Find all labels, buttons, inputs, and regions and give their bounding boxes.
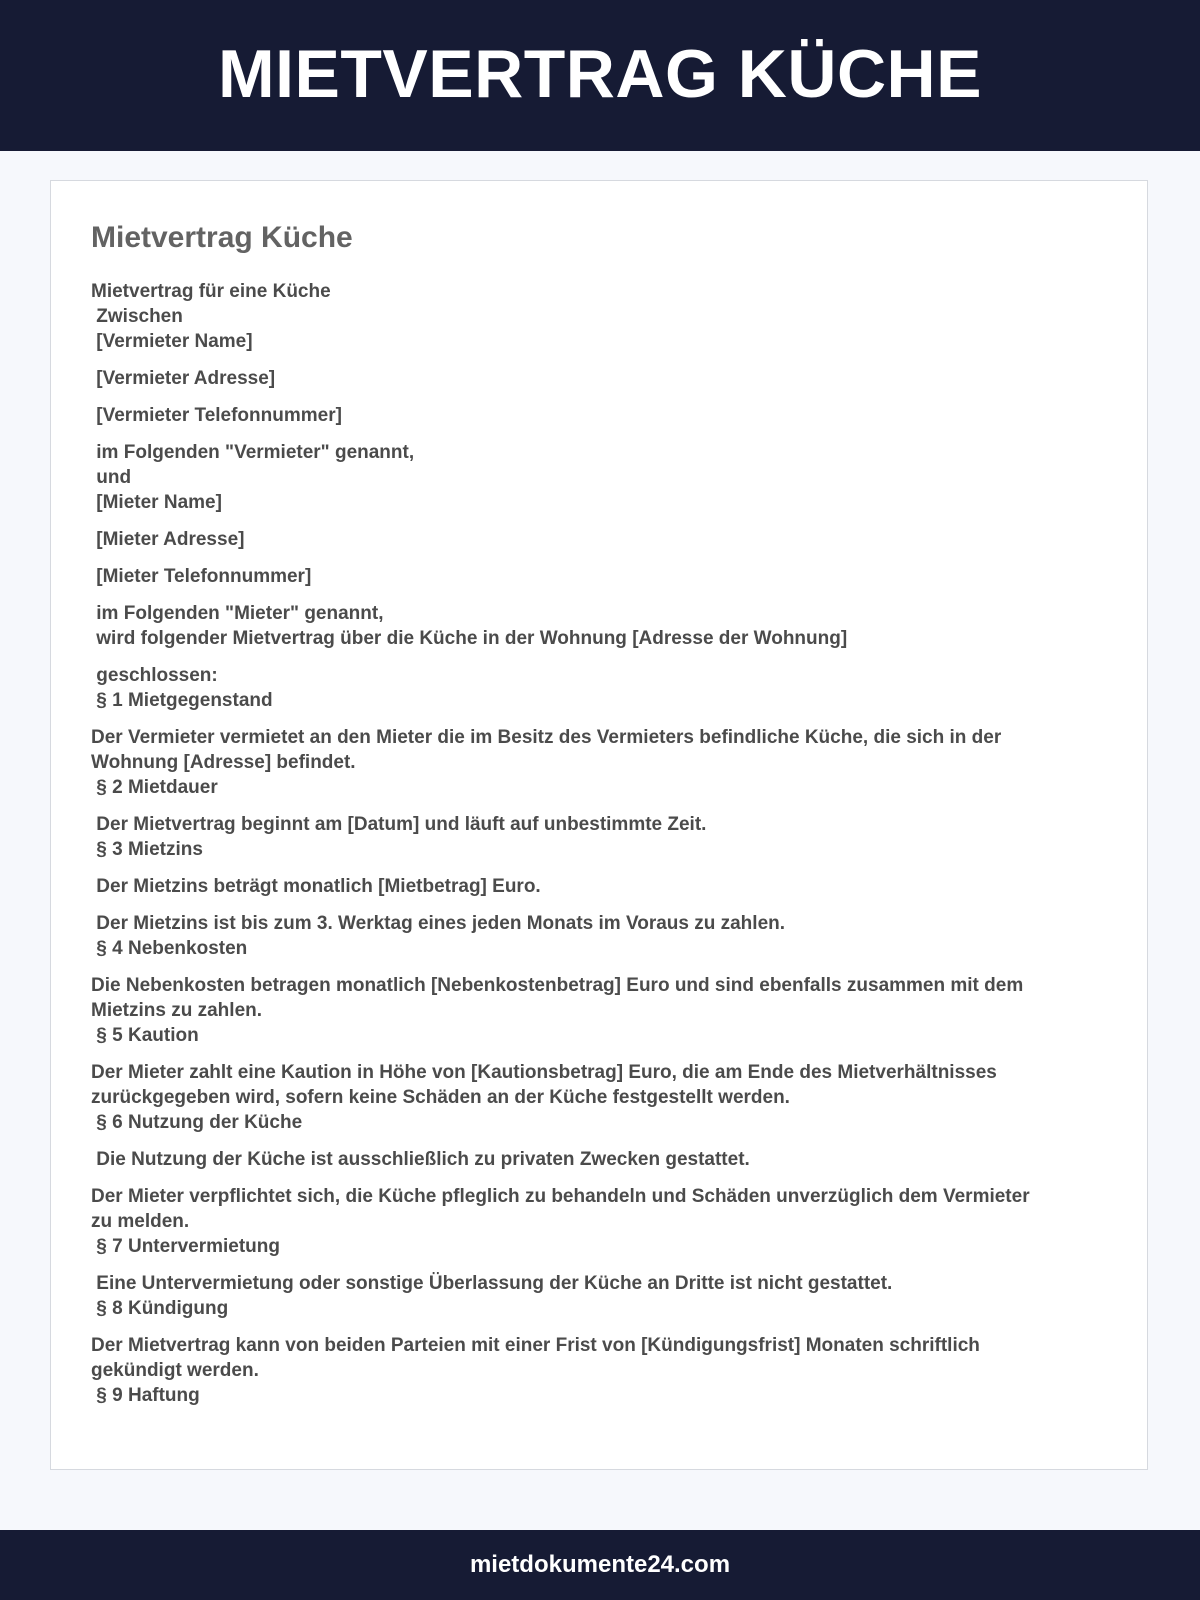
document-line: Der Mieter zahlt eine Kaution in Höhe von [Kautionsbetrag] Euro, die am Ende des Mietverhältnisses bbox=[91, 1062, 997, 1083]
document-line: geschlossen: bbox=[91, 665, 218, 686]
section-heading: § 5 Kaution bbox=[91, 1025, 199, 1046]
page-title: MIETVERTRAG KÜCHE bbox=[217, 35, 983, 112]
section-heading: § 4 Nebenkosten bbox=[91, 938, 248, 959]
document-line: [Vermieter Name] bbox=[91, 331, 253, 352]
document-line: zu melden. bbox=[91, 1211, 190, 1232]
document-line: Mietvertrag für eine Küche bbox=[91, 281, 331, 302]
document-line: [Mieter Adresse] bbox=[91, 529, 245, 550]
section-heading: § 2 Mietdauer bbox=[91, 777, 218, 798]
document-line: im Folgenden "Mieter" genannt, bbox=[91, 603, 384, 624]
section-heading: § 3 Mietzins bbox=[91, 839, 203, 860]
document-line: [Mieter Name] bbox=[91, 492, 222, 513]
section-heading: § 6 Nutzung der Küche bbox=[91, 1112, 303, 1133]
document-title: Mietvertrag Küche bbox=[91, 221, 353, 254]
section-heading: § 7 Untervermietung bbox=[91, 1236, 280, 1257]
document-line: [Vermieter Telefonnummer] bbox=[91, 405, 342, 426]
document-line: Der Mietvertrag kann von beiden Parteien mit einer Frist von [Kündigungsfrist] Monaten schriftlich bbox=[91, 1335, 980, 1356]
section-heading: § 1 Mietgegenstand bbox=[91, 690, 273, 711]
document-line: Wohnung [Adresse] befindet. bbox=[91, 752, 356, 773]
document-card bbox=[50, 180, 1148, 1470]
document-line: Der Vermieter vermietet an den Mieter die im Besitz des Vermieters befindliche Küche, die sich in der bbox=[91, 727, 1002, 748]
document-line: gekündigt werden. bbox=[91, 1360, 259, 1381]
document-line: [Mieter Telefonnummer] bbox=[91, 566, 312, 587]
document-line: Zwischen bbox=[91, 306, 183, 327]
section-heading: § 9 Haftung bbox=[91, 1385, 200, 1406]
document-line: Der Mieter verpflichtet sich, die Küche pfleglich zu behandeln und Schäden unverzüglich dem Vermieter bbox=[91, 1186, 1030, 1207]
document-line: Die Nutzung der Küche ist ausschließlich zu privaten Zwecken gestattet. bbox=[91, 1149, 750, 1170]
document-line: wird folgender Mietvertrag über die Küche in der Wohnung [Adresse der Wohnung] bbox=[91, 628, 848, 649]
document-line: im Folgenden "Vermieter" genannt, bbox=[91, 442, 415, 463]
document-line: zurückgegeben wird, sofern keine Schäden an der Küche festgestellt werden. bbox=[91, 1087, 790, 1108]
document-line: [Vermieter Adresse] bbox=[91, 368, 276, 389]
section-heading: § 8 Kündigung bbox=[91, 1298, 229, 1319]
document-line: Der Mietvertrag beginnt am [Datum] und läuft auf unbestimmte Zeit. bbox=[91, 814, 707, 835]
document-line: und bbox=[91, 467, 132, 488]
footer-site-link[interactable]: mietdokumente24.com bbox=[469, 1551, 731, 1578]
page-header bbox=[0, 0, 1200, 151]
document-line: Die Nebenkosten betragen monatlich [Nebenkostenbetrag] Euro und sind ebenfalls zusammen mit dem bbox=[91, 975, 1024, 996]
document-line: Mietzins zu zahlen. bbox=[91, 1000, 263, 1021]
document-line: Der Mietzins ist bis zum 3. Werktag eines jeden Monats im Voraus zu zahlen. bbox=[91, 913, 786, 934]
document-line: Eine Untervermietung oder sonstige Überlassung der Küche an Dritte ist nicht gestattet. bbox=[91, 1273, 893, 1294]
document-line: Der Mietzins beträgt monatlich [Mietbetrag] Euro. bbox=[91, 876, 541, 897]
page-footer bbox=[0, 1530, 1200, 1600]
